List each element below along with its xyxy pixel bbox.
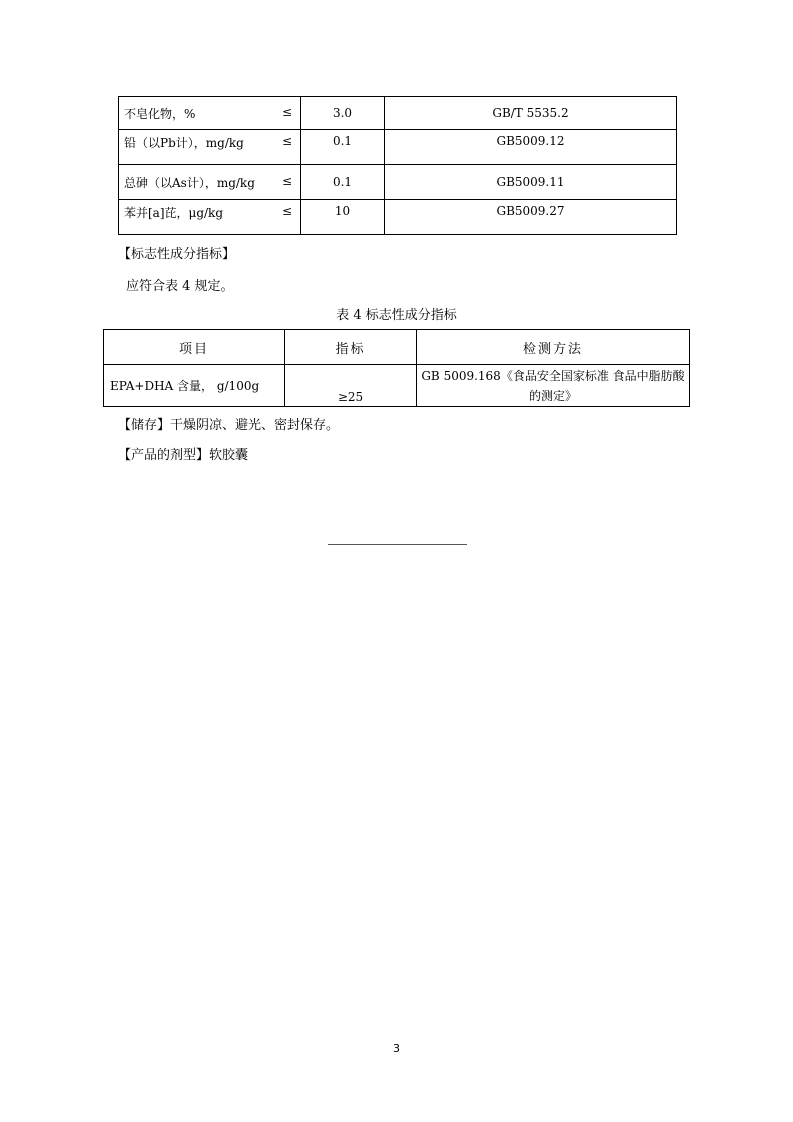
item-label: 总砷（以As计），mg/kg xyxy=(124,175,255,190)
operator: ≤ xyxy=(281,204,292,218)
contaminants-table xyxy=(118,96,677,235)
limit-value: 3.0 xyxy=(301,97,385,130)
table-row xyxy=(104,365,690,407)
item-label: EPA+DHA 含量， g/100g xyxy=(104,365,285,407)
section-heading-marker: 【标志性成分指标】 xyxy=(118,247,236,262)
table-row xyxy=(119,130,677,165)
table-row xyxy=(119,200,677,235)
column-header: 指标 xyxy=(285,330,417,365)
marker-requirement-text: 应符合表 4 规定。 xyxy=(126,279,234,294)
marker-component-table xyxy=(103,329,690,407)
limit-value: 0.1 xyxy=(301,165,385,200)
dosage-form-text: 【产品的剂型】软胶囊 xyxy=(118,448,249,463)
table4-caption: 表 4 标志性成分指标 xyxy=(336,308,457,323)
column-header: 项目 xyxy=(104,330,285,365)
operator: ≤ xyxy=(281,173,292,188)
item-label: 铅（以Pb计），mg/kg xyxy=(124,136,244,150)
page-number: 3 xyxy=(393,1042,400,1055)
limit-value: 0.1 xyxy=(301,130,385,165)
storage-text: 【储存】干燥阴凉、避光、密封保存。 xyxy=(118,418,340,433)
item-label: 苯并[a]芘，μg/kg xyxy=(124,206,223,220)
test-method: GB/T 5535.2 xyxy=(385,97,677,130)
operator: ≤ xyxy=(281,104,292,119)
table-row xyxy=(119,165,677,200)
end-divider xyxy=(328,544,467,545)
limit-value: 10 xyxy=(301,200,385,235)
table-header-row xyxy=(104,330,690,365)
operator: ≤ xyxy=(281,134,292,148)
column-header: 检测方法 xyxy=(417,330,690,365)
item-label: 不皂化物，% xyxy=(124,106,196,121)
limit-value: ≥25 xyxy=(285,365,417,407)
test-method: GB5009.11 xyxy=(385,165,677,200)
test-method: GB5009.27 xyxy=(385,200,677,235)
test-method: GB 5009.168《食品安全国家标准 食品中脂肪酸的测定》 xyxy=(417,365,690,407)
table-row xyxy=(119,97,677,130)
test-method: GB5009.12 xyxy=(385,130,677,165)
